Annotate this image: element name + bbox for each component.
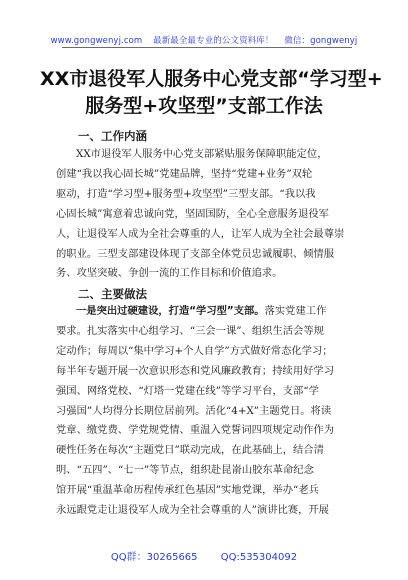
paragraph-line: XX市退役军人服务中心党支部紧贴服务保障职能定位， bbox=[76, 148, 328, 160]
section-heading-main-practices: 二、主要做法 bbox=[78, 287, 147, 301]
paragraph-line: 创建“我以我心固长城”党建品牌，坚持“党建+业务”双轮 bbox=[56, 167, 313, 180]
section2-body bbox=[56, 302, 366, 521]
title-line-2: 服务型+攻坚型”支部工作法 bbox=[85, 95, 323, 117]
footer-qq-group: QQ群：30265665 bbox=[110, 552, 198, 563]
paragraph-line: 要求。扎实落实中心组学习、“三会一课”、组织生活会等规 bbox=[56, 324, 324, 337]
header-divider bbox=[62, 47, 352, 48]
paragraph-line: 馆开展“重温革命历程传承红色基因”实地党课，举办“老兵 bbox=[56, 484, 319, 497]
paragraph-line: 人，让退役军人成为全社会尊重的人，让军人成为全社会最尊崇 bbox=[56, 227, 345, 240]
paragraph-line: 驱动，打造“学习型+服务型+攻坚型”三型支部。“我以我 bbox=[56, 187, 316, 200]
site-header bbox=[0, 34, 408, 46]
paragraph-line: 每半年专题开展一次意识形态和党风廉政教育；持续用好学习 bbox=[56, 364, 335, 377]
title-line-1: XX市退役军人服务中心党支部“学习型+ bbox=[40, 68, 383, 90]
paragraph-line: 永远跟党走让退役军人成为全社会尊重的人”演讲比赛，开展 bbox=[56, 504, 329, 517]
header-wechat: 微信：gongwenyj bbox=[284, 36, 358, 46]
footer-qq: QQ:535304092 bbox=[220, 552, 298, 563]
paragraph-line: 定动作；每周以“集中学习+个人自学”方式做好常态化学习； bbox=[56, 344, 333, 357]
header-site-url[interactable]: www.gongwenyj.com bbox=[50, 36, 143, 46]
paragraph-line: 务、攻坚突破、争创一流的工作目标和价值追求。 bbox=[56, 267, 283, 280]
section1-body bbox=[56, 145, 366, 284]
header-slogan: 最新最全最专业的公文资料库！ bbox=[153, 36, 274, 46]
lead-bold-text: 一是突出过硬建设，打造“学习型”支部。 bbox=[76, 305, 265, 317]
paragraph-line: 的职业。三型支部建设体现了支部全体党员忠诚履职、倾情服 bbox=[56, 247, 335, 260]
paragraph-line: 心固长城”寓意着忠诚向党，坚固国防，全心全意服务退役军 bbox=[56, 207, 329, 220]
paragraph-line: 党章、缴党费、学党规党情、重温入党誓词四项规定动作作为 bbox=[56, 424, 335, 437]
paragraph-line: 强国、网络党校、“灯塔一党建在线”等学习平台，支部“学 bbox=[56, 384, 319, 397]
site-footer bbox=[0, 548, 408, 563]
section-heading-work-connotation: 一、工作内涵 bbox=[78, 129, 147, 143]
paragraph-line: 明、“五四”、“七一”等节点，组织赴昆嵛山胶东革命纪念 bbox=[56, 464, 314, 477]
document-title bbox=[40, 66, 383, 120]
paragraph-lead-line bbox=[56, 302, 366, 322]
paragraph-line: 习强国”人均得分长期位居前列。活化“4+X”主题党日。将读 bbox=[56, 404, 332, 417]
paragraph-line: 硬性任务在每次“主题党日”联动完成，在此基础上，结合清 bbox=[56, 444, 324, 457]
lead-rest-text: 落实党建工作 bbox=[264, 305, 327, 317]
